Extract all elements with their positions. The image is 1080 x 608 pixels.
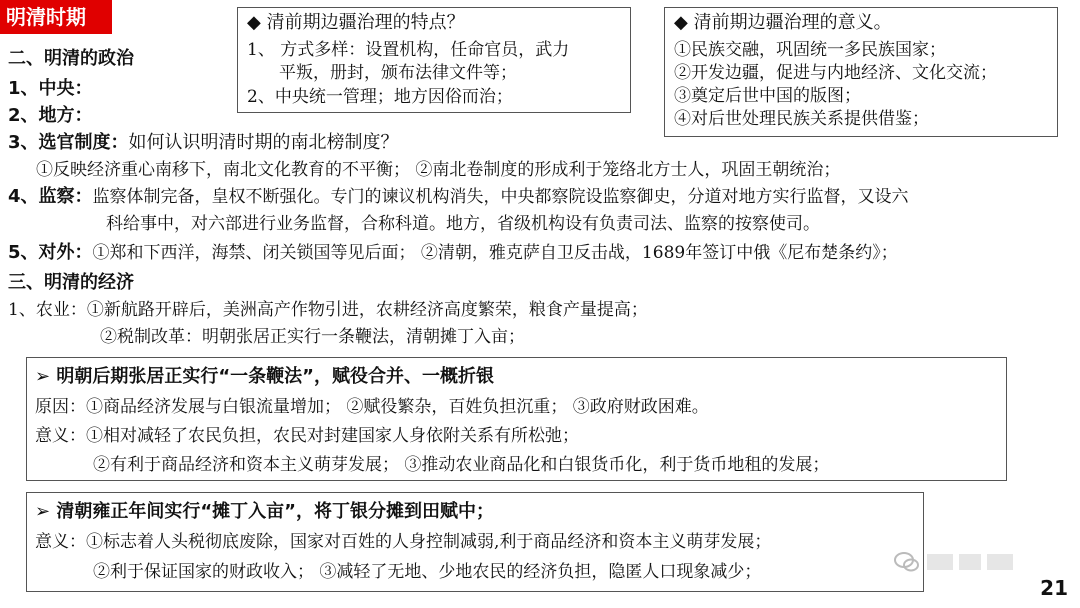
significance-line-1: ①民族交融，巩固统一多民族国家； (674, 40, 946, 60)
selection-question: 如何认识明清时期的南北榜制度？ (128, 132, 399, 153)
page-title-badge: 明清时期 (0, 0, 112, 34)
tanding-rumu-heading: ➢ 清朝雍正年间实行“摊丁入亩”，将丁银分摊到田赋中； (35, 501, 495, 522)
significance-line-4: ④对后世处理民族关系提供借鉴； (674, 109, 929, 129)
selection-line (8, 132, 399, 154)
single-whip-significance-1: 意义：①相对减轻了农民负担，农民对封建国家人身依附关系有所松弛； (35, 426, 579, 446)
page-number: 21 (1040, 576, 1068, 600)
agri-label: 1、农业： (8, 300, 87, 320)
tanding-rumu-significance-2: ②利于保证国家的财政收入； ③减轻了无地、少地农民的经济负担，隐匿人口现象减少； (93, 562, 762, 582)
agri-text1: ①新航路开辟后，美洲高产作物引进，农耕经济高度繁荣，粮食产量提高； (86, 300, 648, 320)
tanding-rumu-significance-1: 意义：①标志着人头税彻底废除，国家对百姓的人身控制减弱,利于商品经济和资本主义萌芽发展； (35, 532, 772, 552)
central-label: 1、中央： (8, 78, 93, 99)
watermark-logo (893, 548, 1018, 576)
single-whip-significance-2: ②有利于商品经济和资本主义萌芽发展； ③推动农业商品化和白银货币化，利于货币地租的发展； (93, 455, 830, 475)
features-box (237, 7, 631, 113)
features-heading: ◆ 清前期边疆治理的特点？ (247, 12, 465, 33)
features-line-2: 平叛，册封，颁布法律文件等； (279, 63, 517, 83)
significance-box (664, 7, 1058, 137)
foreign-line (8, 242, 898, 264)
supervision-label: 4、监察： (8, 186, 93, 207)
features-line-3: 2、中央统一管理；地方因俗而治； (247, 87, 513, 107)
section-politics-heading: 二、明清的政治 (8, 48, 134, 69)
wechat-icon (893, 548, 921, 576)
foreign-label: 5、对外： (8, 242, 93, 263)
significance-line-3: ③奠定后世中国的版图； (674, 86, 861, 106)
single-whip-box (26, 357, 1007, 481)
section-economy-heading: 三、明清的经济 (8, 272, 134, 293)
foreign-text: ①郑和下西洋，海禁、闭关锁国等见后面； ②清朝，雅克萨自卫反击战，1689年签订中俄《尼布楚条约》； (92, 243, 898, 263)
selection-detail: ①反映经济重心南移下，南北文化教育的不平衡； ②南北卷制度的形成利于笼络北方士人，巩固王朝统治； (36, 160, 841, 180)
supervision-text-cont: 科给事中，对六部进行业务监督，合称科道。地方，省级机构设有负责司法、监察的按察使司。 (106, 214, 820, 234)
selection-label: 3、选官制度： (8, 132, 129, 153)
features-line-1: 1、 方式多样：设置机构，任命官员，武力 (247, 40, 570, 60)
single-whip-reasons: 原因：①商品经济发展与白银流量增加； ②赋役繁杂，百姓负担沉重； ③政府财政困难。 (35, 397, 709, 417)
tanding-rumu-box (26, 492, 924, 592)
significance-heading: ◆ 清前期边疆治理的意义。 (674, 12, 892, 33)
supervision-text: 监察体制完备，皇权不断强化。专门的谏议机构消失，中央都察院设监察御史，分道对地方实行监督，又设六 (92, 187, 909, 207)
significance-line-2: ②开发边疆，促进与内地经济、文化交流； (674, 63, 997, 83)
supervision-line (8, 186, 909, 208)
agri-text2: ②税制改革：明朝张居正实行一条鞭法，清朝摊丁入亩； (100, 327, 525, 347)
single-whip-heading: ➢ 明朝后期张居正实行“一条鞭法”，赋役合并、一概折银 (35, 366, 495, 387)
agri-line (8, 299, 648, 321)
local-label: 2、地方： (8, 105, 93, 126)
